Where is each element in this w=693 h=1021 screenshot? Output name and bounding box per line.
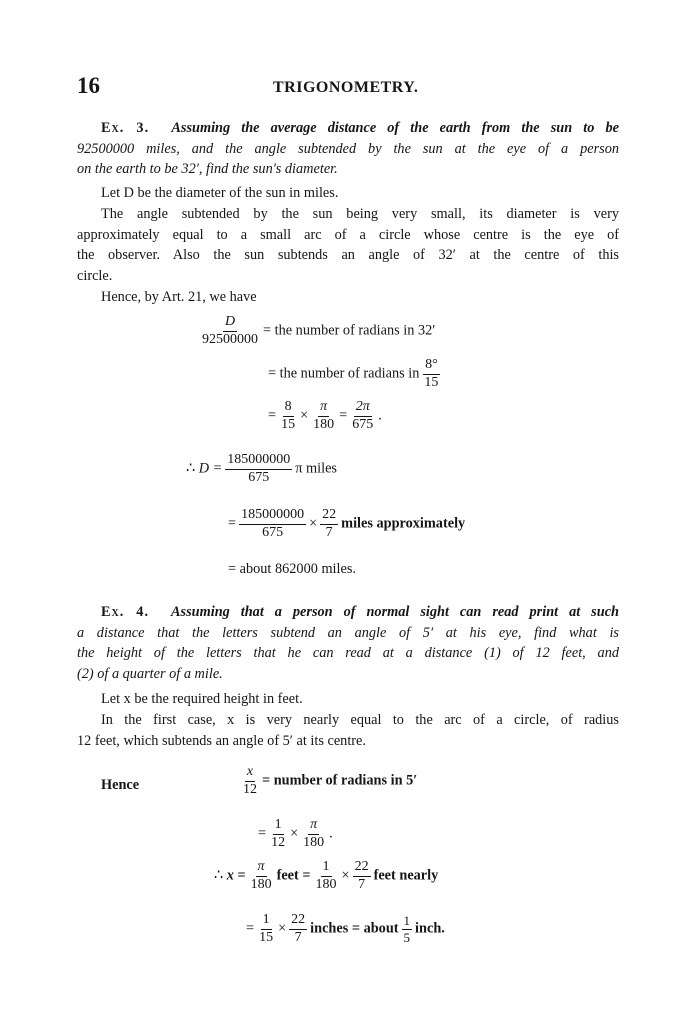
ex3-equation-5: = $\frac{185000000}{675}$ × $\frac{22}{7}$ miles approximately — [228, 507, 466, 540]
ex4-first-case-paragraph — [77, 710, 619, 751]
ex4-statement — [77, 602, 619, 684]
ex3-angle-line-1: The angle subtended by the sun being very small, its diameter is very — [101, 206, 619, 222]
ex3-equation-1: $\frac{D}{92500000}$ = the number of radians in 32′ — [202, 314, 436, 347]
ex4-first-case-line-1: In the first case, x is very nearly equal to the arc of a circle, of radius — [101, 712, 619, 728]
ex3-angle-line-4: circle. — [77, 267, 113, 284]
ex4-hence-label: Hence — [101, 777, 140, 793]
ex3-angle-line-3: the observer. Also the sun subtends an angle of 32′ at the centre of this — [77, 247, 619, 263]
ex3-let-paragraph — [77, 183, 619, 204]
ex4-label: Ex. 4. — [101, 604, 150, 620]
ex3-equation-6: = about 862000 miles. — [228, 561, 356, 577]
ex4-first-case-line-2: 12 feet, which subtends an angle of 5′ at its centre. — [77, 732, 366, 749]
ex3-equation-2: = the number of radians in $\frac{8^\circ}{15}$ — [268, 357, 439, 390]
ex3-angle-line-2: approximately equal to a small arc of a circle whose centre is the eye of — [77, 226, 619, 243]
ex3-hence-line: Hence, by Art. 21, we have — [101, 289, 257, 305]
ex4-equation-4: = $\frac{1}{15}$ × $\frac{22}{7}$ inches = about $\frac{1}{5}$ inch. — [246, 912, 445, 945]
ex4-let-paragraph — [77, 689, 619, 710]
ex4-statement-line-3: the height of the letters that he can read at a distance (1) of 12 feet, and — [77, 645, 619, 661]
page-number: 16 — [77, 73, 100, 98]
ex3-angle-paragraph — [77, 204, 619, 286]
ex3-hence-paragraph — [77, 287, 619, 308]
ex4-statement-line-4: (2) of a quarter of a mile. — [77, 665, 223, 682]
running-title: TRIGONOMETRY. — [273, 79, 419, 96]
ex3-let-line: Let D be the diameter of the sun in miles. — [101, 185, 339, 201]
ex4-equation-3: ∴ x = $\frac{\pi}{180}$ feet = $\frac{1}{180}$ × $\frac{22}{7}$ feet nearly — [214, 859, 439, 892]
ex3-statement — [77, 118, 619, 180]
ex4-let-line: Let x be the required height in feet. — [101, 691, 303, 707]
ex4-equation-2: = $\frac{1}{12}$ × $\frac{\pi}{180}$ . — [258, 817, 333, 850]
ex3-equation-3: = $\frac{8}{15}$ × $\frac{\pi}{180}$ = $\frac{2\pi}{675}$ . — [268, 399, 382, 432]
ex3-statement-line-1: Ex. 3. Assuming the average distance of the earth from the sun to be — [101, 120, 619, 136]
ex3-equation-4: ∴ D = $\frac{185000000}{675}$ π miles — [186, 452, 338, 485]
ex4-equation-1: $\frac{x}{12}$ = number of radians in 5′ — [243, 764, 418, 797]
ex3-statement-line-3: on the earth to be 32′, find the sun's diameter. — [77, 161, 338, 177]
ex3-label: Ex. 3. — [101, 120, 150, 136]
ex4-statement-line-2: a distance that the letters subtend an angle of 5′ at his eye, find what is — [77, 624, 619, 641]
ex3-statement-line-2: 92500000 miles, and the angle subtended by the sun at the eye of a person — [77, 140, 619, 157]
ex4-statement-line-1: Ex. 4. Assuming that a person of normal sight can read print at such — [101, 604, 619, 620]
